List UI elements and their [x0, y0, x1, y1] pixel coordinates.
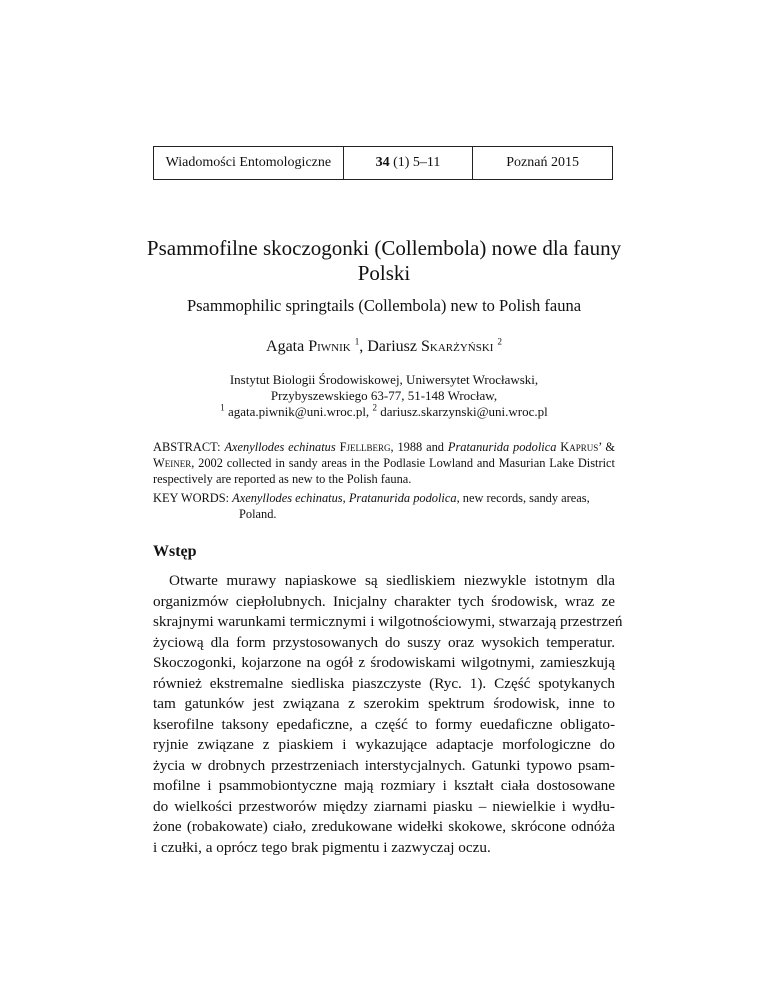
body-line: życia w drobnych przestrzeniach interstycjalnych. Gatunki typowo psam-	[153, 756, 615, 774]
abstract-mid: , 1988 and	[390, 440, 448, 454]
email-2[interactable]: dariusz.skarzynski@uni.wroc.pl	[376, 404, 548, 419]
keyword-sep: ,	[342, 491, 349, 505]
journal-header-table	[153, 146, 613, 180]
author-2-surname-initial: S	[421, 338, 430, 355]
affiliation-emails	[100, 404, 668, 420]
body-line: do wielkości przestworów między ziarnami piasku – niewielkie i wydłu-	[153, 797, 615, 815]
body-line: i czułki, a oprócz tego brak pigmentu i zazwyczaj oczu.	[153, 838, 491, 856]
author-2-surname-rest: karżyński	[429, 338, 494, 355]
species-2: Pratanurida podolica	[447, 440, 557, 454]
affiliation-line-1: Instytut Biologii Środowiskowej, Uniwersytet Wrocławski,	[229, 372, 539, 387]
body-line: żone (robakowate) ciało, zredukowane widełki skokowe, skrócone odnóża	[153, 818, 615, 835]
place-year: Poznań 2015	[506, 155, 579, 170]
author-1-surname-initial: P	[308, 338, 318, 355]
issue-pages: (1) 5–11	[389, 155, 441, 170]
species-2-author-a-initial: K	[560, 440, 570, 454]
title-line-1: Psammofilne skoczogonki (Collembola) nowe dla fauny	[146, 236, 622, 260]
introduction-paragraph	[153, 571, 623, 858]
affiliation-line-2: Przybyszewskiego 63-77, 51-148 Wrocław,	[270, 388, 498, 403]
author-2-affil-mark: 2	[497, 336, 502, 347]
journal-name: Wiadomości Entomologiczne	[165, 155, 332, 170]
email-1[interactable]: agata.piwnik@uni.wroc.pl,	[224, 404, 373, 419]
affiliation	[100, 372, 668, 420]
volume-number: 34	[375, 155, 390, 170]
species-2-author-sep: ’ &	[598, 440, 615, 454]
keywords-line-2: Poland.	[239, 507, 277, 521]
keywords	[153, 490, 615, 522]
english-title: Psammophilic springtails (Collembola) new to Polish fauna	[186, 296, 582, 315]
species-2-author-b-initial: W	[153, 456, 165, 470]
body-line: kserofilne taksony epedaficzne, a część to formy euedaficzne obligato-	[153, 715, 615, 733]
body-line: mofilne i psammobiontyczne mają rozmiary i kształt ciała dostosowane	[153, 777, 615, 794]
body-line: organizmów ciepłolubnych. Inicjalny charakter tych środowisk, wraz ze	[153, 592, 615, 610]
species-1-author-initial: F	[339, 440, 347, 454]
author-1-affil-mark: 1	[354, 336, 360, 347]
section-heading: Wstęp	[153, 543, 197, 560]
email-1-mark: 1	[220, 402, 225, 413]
article-title	[120, 236, 648, 286]
body-line: tam gatunków jest związana z szerokim spektrum środowisk, inne to	[153, 695, 615, 712]
email-2-mark: 2	[372, 402, 377, 413]
author-1-first-name: Agata	[266, 338, 309, 355]
title-line-2: Polski	[357, 261, 411, 285]
keywords-rest-1: , new records, sandy areas,	[456, 491, 590, 505]
author-separator: , Dariusz	[359, 338, 421, 355]
author-2-surname	[421, 338, 493, 355]
journal-name-cell	[154, 147, 344, 180]
body-line: skrajnymi warunkami termicznymi i wilgotnościowymi, stwarzają przestrzeń	[153, 613, 623, 630]
abstract-label: ABSTRACT:	[153, 440, 225, 454]
abstract	[153, 439, 615, 487]
body-line: życiową dla form przystosowanych do suszy oraz wysokich temperatur.	[153, 633, 615, 651]
body-line: ryjnie związane z piaskiem i wykazujące adaptacje morfologiczne do	[153, 736, 615, 753]
body-line: również ekstremalne siedliska piaszczyste (Ryc. 1). Część spotykanych	[153, 674, 615, 692]
species-1-author-rest: jellberg	[346, 440, 391, 454]
abstract-tail: , 2002 collected in sandy areas in the Podlasie Lowland and Masurian Lake District respectively are reported as new to the Polish fauna.	[153, 456, 615, 486]
keyword-1: Axenyllodes echinatus	[232, 491, 343, 505]
place-year-cell	[473, 147, 613, 180]
author-1-surname-rest: iwnik	[317, 338, 351, 355]
body-line: Otwarte murawy napiaskowe są siedliskiem niezwykle istotnym dla	[169, 572, 615, 589]
species-1: Axenyllodes echinatus	[224, 440, 336, 454]
authors	[100, 338, 668, 356]
species-2-author-b-rest: einer	[164, 456, 192, 470]
keywords-line-1	[153, 490, 615, 506]
species-2-author-a-rest: aprus	[569, 440, 599, 454]
author-1-surname	[308, 338, 351, 355]
keyword-2: Pratanurida podolica	[348, 491, 457, 505]
body-line: Skoczogonki, kojarzone na ogół z środowiskami wilgotnymi, zamieszkują	[153, 654, 615, 671]
keywords-label: KEY WORDS:	[153, 491, 233, 505]
volume-cell	[343, 147, 473, 180]
